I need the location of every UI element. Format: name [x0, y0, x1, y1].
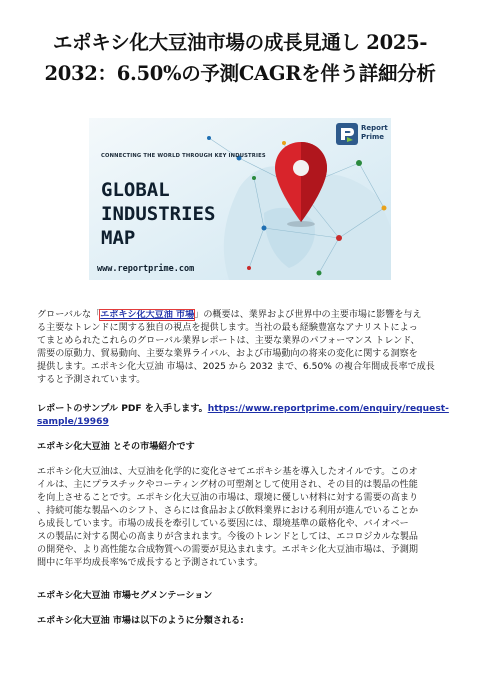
body-line: スの製品に対する関心の高まりが含まれます。今後のトレンドとしては、エコロジカルな製品 [37, 532, 418, 542]
intro-line: 需要の原動力、貿易動向、主要な業界ライバル、および市場動向の将来の変化に関する洞察を [37, 349, 418, 359]
body-line: 、持続可能な製品へのシフト、さらには食品および飲料業界における利用が進んでいることか [37, 506, 419, 516]
banner-heading [101, 178, 231, 250]
body-line: イルは、主にプラスチックやコーティング材の可塑剤として使用され、その目的は製品の性能 [37, 480, 418, 490]
banner-tagline: CONNECTING THE WORLD THROUGH KEY INDUSTRIES [101, 153, 266, 159]
sample-line [37, 403, 449, 415]
banner-heading-line: INDUSTRIES [101, 203, 216, 225]
section-heading-classification: エポキシ化大豆油 市場は以下のように分類される: [37, 616, 244, 626]
page-title [30, 27, 450, 89]
brand-name-line: Report [361, 124, 388, 132]
section-heading-segmentation: エポキシ化大豆油 市場セグメンテーション [37, 591, 213, 601]
body-line: を向上させることです。エポキシ化大豆油の市場は、環境に優しい材料に対する需要の高まり [37, 493, 419, 503]
section-heading-intro: エポキシ化大豆油 とその市場紹介です [37, 442, 195, 452]
banner-url: www.reportprime.com [97, 264, 195, 274]
intro-line: 提供します。エポキシ化大豆油 市場は、2025 から 2032 まで、6.50% の複合年間成長率で成長 [37, 362, 435, 372]
banner-heading-line: GLOBAL [101, 179, 170, 201]
title-line-1: エポキシ化大豆油市場の成長見通し 2025- [52, 31, 428, 54]
banner-image [89, 118, 391, 280]
intro-line: る主要なトレンドに関する独自の視点を提供します。当社の最も経験豊富なアナリストによっ [37, 323, 418, 333]
body-line: 間中に年平均成長率%で成長すると予測されています。 [37, 558, 264, 568]
market-link[interactable]: エポキシ化大豆油 市場 [100, 310, 195, 320]
intro-text: 」の概要は、業界および世界中の主要市場に影響を与え [194, 310, 422, 320]
intro-line: すると予測されています。 [37, 375, 146, 385]
sample-line [37, 416, 109, 428]
body-line: エポキシ化大豆油は、大豆油を化学的に変化させてエポキシ基を導入したオイルです。このオ [37, 467, 418, 477]
intro-line: てまとめられたこれらのグローバル業界レポートは、主要な業界のパフォーマンス トレンド、 [37, 336, 420, 346]
sample-request-link[interactable]: https://www.reportprime.com/enquiry/request- [207, 404, 449, 414]
body-line: ら成長しています。市場の成長を牽引している要因には、環境基準の厳格化や、バイオベー [37, 519, 409, 529]
brand-name [361, 124, 391, 142]
sample-label: レポートのサンプル PDF を入手します。 [37, 404, 208, 414]
intro-line [37, 309, 422, 321]
sample-request-link-cont[interactable]: sample/19969 [37, 417, 109, 427]
title-line-2: 2032：6.50%の予測CAGRを伴う詳細分析 [44, 62, 436, 85]
intro-text: グローバルな「 [37, 310, 101, 320]
body-line: の開発や、より高性能な合成物質への需要が見込まれます。エポキシ化大豆油市場は、予測期 [37, 545, 418, 555]
report-prime-logo-icon [336, 123, 358, 145]
brand-name-line: Prime [361, 133, 385, 141]
banner-heading-line: MAP [101, 227, 136, 249]
